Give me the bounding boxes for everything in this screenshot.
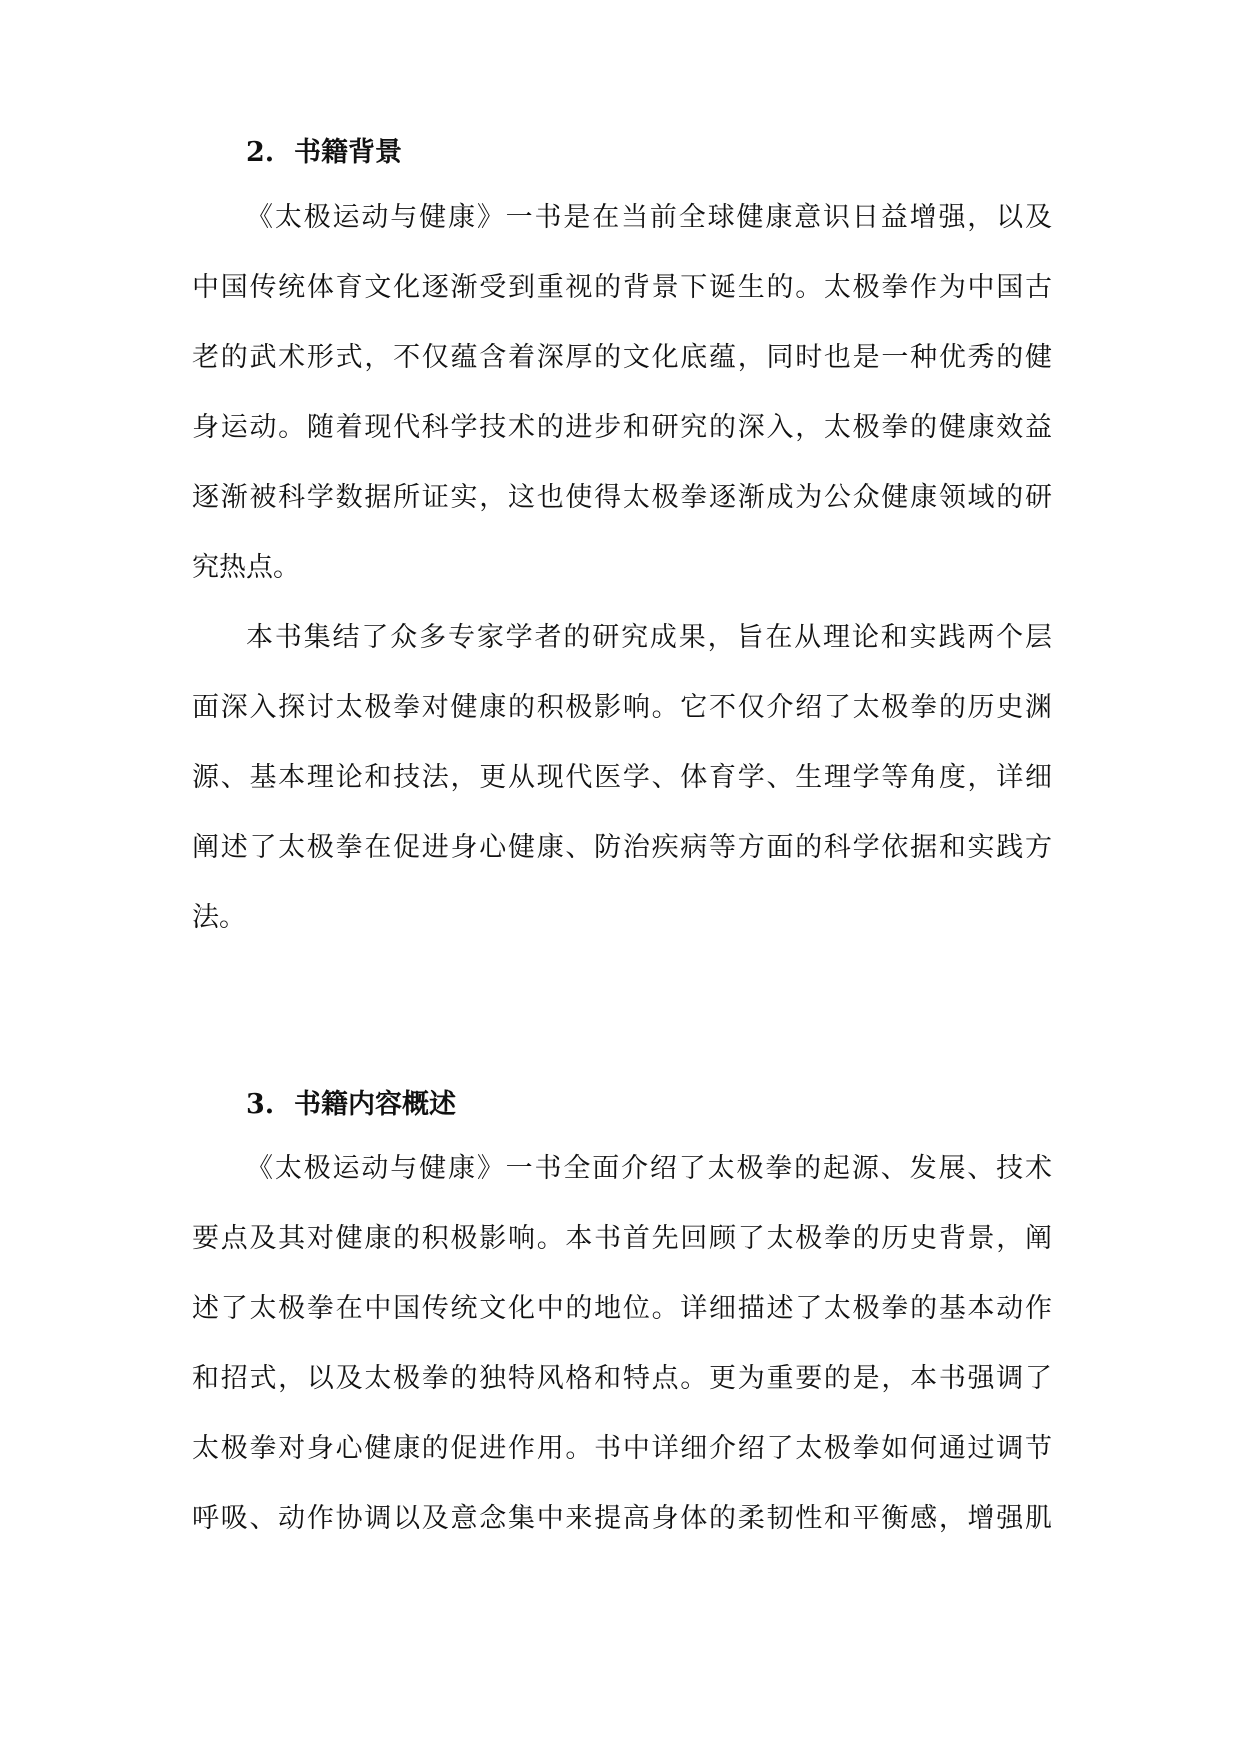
paragraph-background-2 [192,603,1052,953]
paragraph-content-overview-1 [192,1134,1052,1554]
section-number: 2. [246,137,275,168]
text-line: 逐渐被科学数据所证实，这也使得太极拳逐渐成为公众健康领域的研 [192,482,1052,513]
text-line: 中国传统体育文化逐渐受到重视的背景下诞生的。太极拳作为中国古 [192,272,1052,303]
text-line: 面深入探讨太极拳对健康的积极影响。它不仅介绍了太极拳的历史渊 [192,692,1052,723]
text-line: 和招式，以及太极拳的独特风格和特点。更为重要的是，本书强调了 [192,1363,1052,1394]
text-line: 要点及其对健康的积极影响。本书首先回顾了太极拳的历史背景，阐 [192,1223,1052,1254]
section-heading-content-overview [246,1085,456,1125]
text-line: 身运动。随着现代科学技术的进步和研究的深入，太极拳的健康效益 [192,412,1052,443]
section-heading-background [246,133,402,173]
text-line: 《太极运动与健康》一书全面介绍了太极拳的起源、发展、技术 [246,1153,1052,1184]
text-line: 本书集结了众多专家学者的研究成果，旨在从理论和实践两个层 [246,622,1052,653]
text-line: 法。 [192,902,246,933]
text-line: 源、基本理论和技法，更从现代医学、体育学、生理学等角度，详细 [192,762,1052,793]
section-number: 3. [246,1089,275,1120]
text-line: 《太极运动与健康》一书是在当前全球健康意识日益增强，以及 [246,202,1052,233]
text-line: 呼吸、动作协调以及意念集中来提高身体的柔韧性和平衡感，增强肌 [192,1503,1052,1534]
text-line: 太极拳对身心健康的促进作用。书中详细介绍了太极拳如何通过调节 [192,1433,1052,1464]
text-line: 究热点。 [192,552,300,583]
text-line: 老的武术形式，不仅蕴含着深厚的文化底蕴，同时也是一种优秀的健 [192,342,1052,373]
text-line: 述了太极拳在中国传统文化中的地位。详细描述了太极拳的基本动作 [192,1293,1052,1324]
paragraph-background-1 [192,183,1052,603]
section-title: 书籍内容概述 [294,1089,456,1120]
text-line: 阐述了太极拳在促进身心健康、防治疾病等方面的科学依据和实践方 [192,832,1052,863]
section-title: 书籍背景 [294,137,402,168]
